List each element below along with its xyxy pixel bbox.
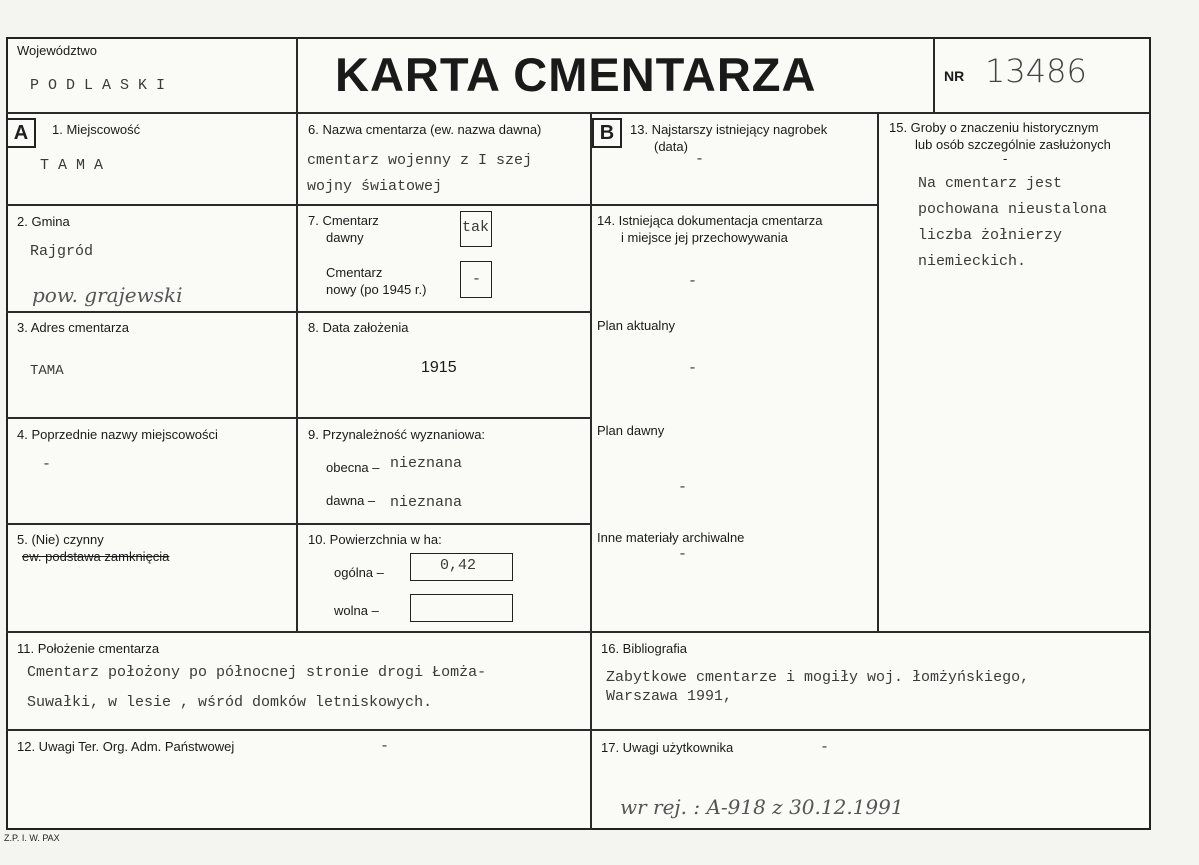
divider [590,112,592,830]
field-15-value-1: Na cmentarz jest [918,175,1063,192]
divider [6,631,1151,633]
field-4-value: - [42,456,52,473]
field-14-value: - [688,273,698,290]
field-13-label-2: (data) [654,139,688,154]
field-12-label: 12. Uwagi Ter. Org. Adm. Państwowej [17,739,235,754]
field-5-label-2: ew. podstawa zamknięcia [22,549,170,564]
wojewodztwo-value: P O D L A S K I [30,77,166,94]
field-2-handwritten: pow. grajewski [32,283,183,307]
plan-aktualny-label: Plan aktualny [597,318,676,333]
field-12-value: - [380,738,390,755]
divider [6,523,591,525]
field-3-label: 3. Adres cmentarza [17,320,129,335]
field-15-value-2: pochowana nieustalona [918,201,1108,218]
field-6-value-1: cmentarz wojenny z I szej [307,152,533,169]
page-title: KARTA CMENTARZA [335,48,817,101]
nr-value: 13486 [985,52,1087,90]
wojewodztwo-label: Województwo [17,43,97,58]
field-1-label: 1. Miejscowość [52,122,141,137]
field-3-value: TAMA [30,363,64,379]
field-7-dawny-value: tak [462,219,490,236]
field-5-label: 5. (Nie) czynny [17,532,104,547]
field-17-handwritten: wr rej. : A-918 z 30.12.1991 [620,795,904,819]
field-9-dawna-label: dawna – [326,493,376,508]
divider [6,112,1151,114]
divider [877,112,879,632]
field-11-label: 11. Położenie cmentarza [17,641,160,656]
field-16-value-1: Zabytkowe cmentarze i mogiły woj. łomżyńskiego, [606,669,1030,686]
divider [6,311,591,313]
field-15-dash: - [1003,151,1008,166]
field-7-nowy-value: - [472,271,482,288]
field-10-ogolna-box[interactable] [410,553,513,581]
field-2-label: 2. Gmina [17,214,70,229]
field-9-dawna-value: nieznana [390,494,463,511]
field-7-dawny-box[interactable] [460,211,492,247]
field-13-value: - [695,151,705,168]
field-15-value-3: liczba żołnierzy [918,227,1063,244]
field-7-label: 7. Cmentarz [308,213,379,228]
field-7-nowy-label: nowy (po 1945 r.) [326,282,427,297]
plan-aktualny-value: - [688,360,698,377]
field-10-wolna-label: wolna – [334,603,379,618]
divider [296,37,298,632]
section-b-marker: B [592,118,622,148]
printer-footer: Z.P. I. W. PAX [4,833,60,843]
divider [933,37,935,113]
field-8-value: 1915 [421,359,457,376]
field-2-value: Rajgród [30,243,94,260]
field-10-ogolna-value: 0,42 [440,557,477,574]
field-10-ogolna-label: ogólna – [334,565,384,580]
field-4-label: 4. Poprzednie nazwy miejscowości [17,427,218,442]
plan-dawny-value: - [678,479,688,496]
nr-label: NR [944,68,965,84]
divider [6,729,1151,731]
field-11-value-1: Cmentarz położony po północnej stronie drogi Łomża- [27,664,487,681]
field-7-cmentarz-label: Cmentarz [326,265,383,280]
divider [6,417,591,419]
inne-materialy-value: - [678,546,688,563]
field-13-label: 13. Najstarszy istniejący nagrobek [630,122,828,137]
field-1-value: T A M A [40,157,104,174]
field-14-label: 14. Istniejąca dokumentacja cmentarza [597,213,823,228]
field-10-wolna-box[interactable] [410,594,513,622]
field-15-value-4: niemieckich. [918,253,1027,270]
field-15-label-2: lub osób szczególnie zasłużonych [915,137,1111,152]
field-6-label: 6. Nazwa cmentarza (ew. nazwa dawna) [308,122,542,137]
inne-materialy-label: Inne materiały archiwalne [597,530,745,545]
field-7-nowy-box[interactable] [460,261,492,298]
field-17-value: - [820,739,830,756]
field-9-label: 9. Przynależność wyznaniowa: [308,427,486,442]
field-7-dawny-label: dawny [326,230,364,245]
section-a-marker: A [6,118,36,148]
plan-dawny-label: Plan dawny [597,423,665,438]
field-15-label: 15. Groby o znaczeniu historycznym [889,120,1099,135]
field-17-label: 17. Uwagi użytkownika [601,740,734,755]
divider [6,204,878,206]
field-9-obecna-label: obecna – [326,460,380,475]
field-10-label: 10. Powierzchnia w ha: [308,532,442,547]
field-14-label-2: i miejsce jej przechowywania [621,230,788,245]
field-11-value-2: Suwałki, w lesie , wśród domków letniskowych. [27,694,433,711]
field-16-label: 16. Bibliografia [601,641,687,656]
field-16-value-2: Warszawa 1991, [606,688,733,705]
field-8-label: 8. Data założenia [308,320,409,335]
field-6-value-2: wojny światowej [307,178,443,195]
field-9-obecna-value: nieznana [390,455,463,472]
